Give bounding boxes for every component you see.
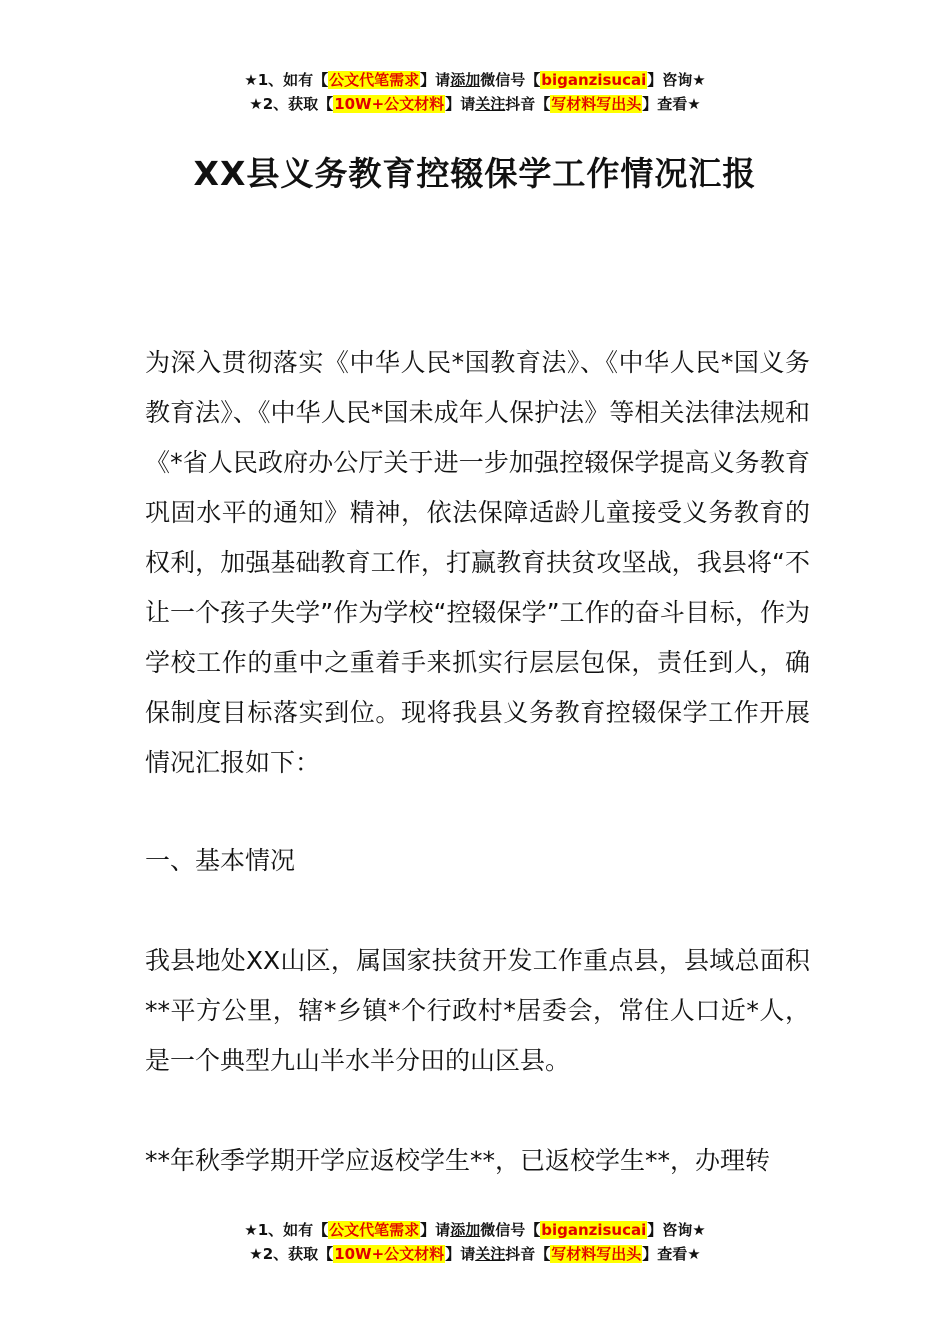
promo-line-1 [0,1218,950,1242]
body-paragraph: 我县地处XX山区，属国家扶贫开发工作重点县，县域总面积**平方公里，辖*乡镇*个行政村*居委会，常住人口近*人，是一个典型九山半水半分田的山区县。 [145,946,810,1075]
promo-text: ★1、如有【 [244,1221,329,1239]
section-1-body [145,936,810,1086]
promo-text: 】请 [420,71,451,89]
promo-highlight: 公文代笔需求 [329,1221,420,1239]
promo-text: 微信号【 [480,71,541,89]
promo-text: ★2、获取【 [249,1245,334,1263]
section-1 [145,836,810,886]
promo-underline: 关注 [475,95,506,113]
promo-banner-bottom [0,1218,950,1266]
intro-section [145,338,810,788]
promo-text: 】咨询★ [647,1221,706,1239]
section-1-body-continued [145,1136,810,1186]
promo-banner-top [0,68,950,116]
body-paragraph: **年秋季学期开学应返校学生**，已返校学生**，办理转 [145,1146,771,1175]
promo-highlight: 10W+公文材料 [334,95,445,113]
promo-wechat-id: biganzisucai [541,1221,647,1239]
promo-underline: 添加 [450,1221,481,1239]
promo-douyin-id: 写材料写出头 [551,95,642,113]
promo-text: 抖音【 [505,95,551,113]
promo-underline: 关注 [475,1245,506,1263]
promo-text: 】请 [445,95,476,113]
promo-text: 微信号【 [480,1221,541,1239]
document-title: XX县义务教育控辍保学工作情况汇报 [193,154,757,193]
promo-highlight: 公文代笔需求 [329,71,420,89]
promo-douyin-id: 写材料写出头 [551,1245,642,1263]
promo-line-2 [0,1242,950,1266]
intro-paragraph: 为深入贯彻落实《中华人民*国教育法》、《中华人民*国义务教育法》、《中华人民*国未成年人保护法》等相关法律法规和《*省人民政府办公厅关于进一步加强控辍保学提高义务教育巩固水平的通知》精神，依法保障适龄儿童接受义务教育的权利，加强基础教育工作，打赢教育扶贫攻坚战，我县将“不让一个孩子失学”作为学校“控辍保学”工作的奋斗目标，作为学校工作的重中之重着手来抓实行层层包保，责任到人，确保制度目标落实到位。现将我县义务教育控辍保学工作开展情况汇报如下： [145,348,810,777]
promo-text: 】查看★ [642,95,701,113]
promo-text: 】请 [445,1245,476,1263]
promo-text: 抖音【 [505,1245,551,1263]
promo-text: 】咨询★ [647,71,706,89]
promo-text: ★2、获取【 [249,95,334,113]
promo-line-2 [0,92,950,116]
promo-text: ★1、如有【 [244,71,329,89]
promo-text: 】查看★ [642,1245,701,1263]
promo-line-1 [0,68,950,92]
promo-underline: 添加 [450,71,481,89]
section-heading: 一、基本情况 [145,846,296,875]
promo-highlight: 10W+公文材料 [334,1245,445,1263]
promo-wechat-id: biganzisucai [541,71,647,89]
promo-text: 】请 [420,1221,451,1239]
